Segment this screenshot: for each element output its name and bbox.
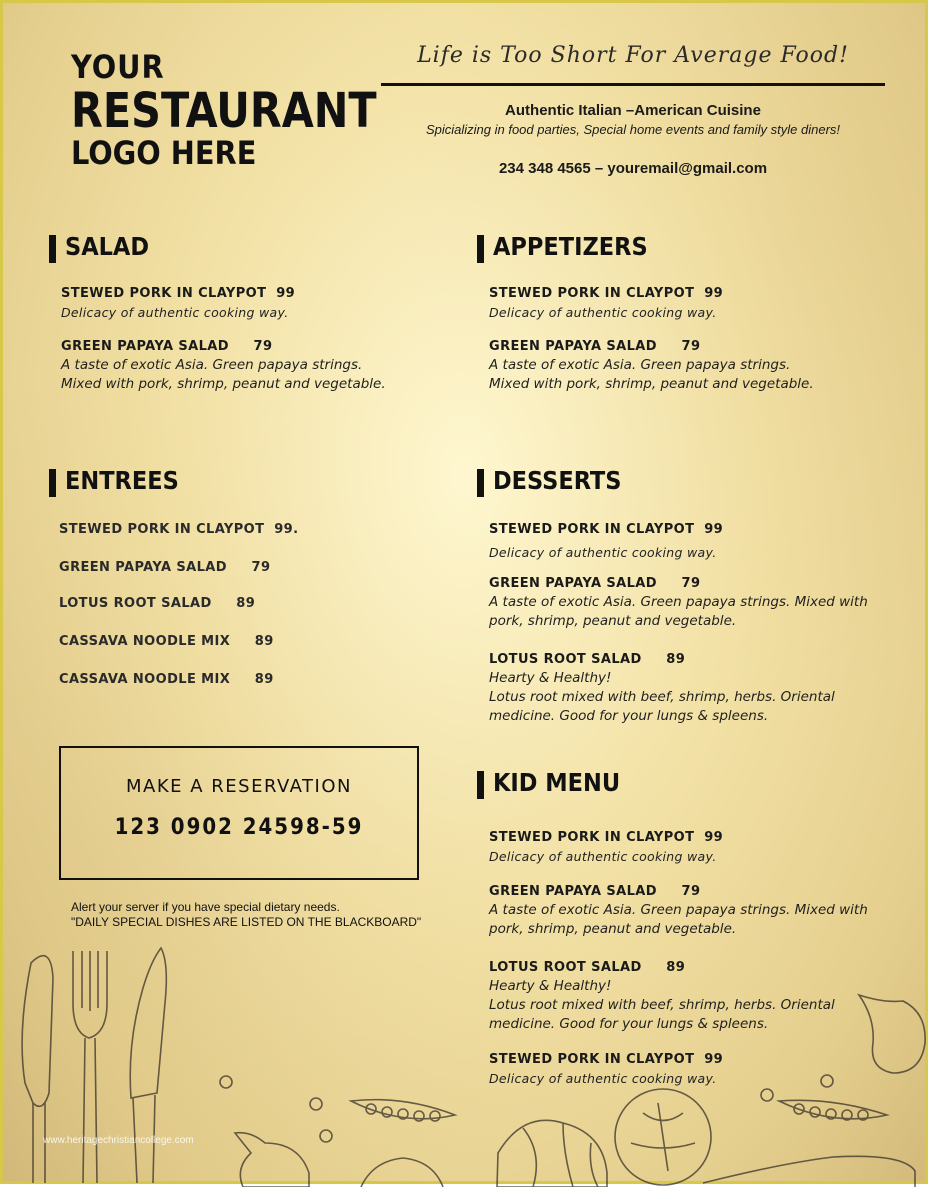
menu-item-name: LOTUS ROOT SALAD 89	[489, 652, 686, 667]
reservation-box	[59, 746, 419, 880]
menu-item-name: STEWED PORK IN CLAYPOT 99	[489, 286, 724, 301]
menu-item-name: GREEN PAPAYA SALAD 79	[489, 884, 701, 899]
menu-item-name: STEWED PORK IN CLAYPOT 99	[61, 286, 296, 301]
section-marker	[477, 469, 484, 497]
menu-item	[489, 1052, 879, 1088]
menu-item-name: GREEN PAPAYA SALAD 79	[489, 576, 701, 591]
menu-item-name: GREEN PAPAYA SALAD 79	[489, 339, 701, 354]
dietary-note	[71, 900, 421, 930]
menu-item-desc: Delicacy of authentic cooking way.	[489, 545, 717, 560]
dietary-note-line: Alert your server if you have special dietary needs.	[71, 900, 340, 914]
entree-item: GREEN PAPAYA SALAD 79	[59, 560, 271, 575]
reservation-title: MAKE A RESERVATION	[126, 776, 352, 797]
menu-item	[489, 522, 879, 562]
menu-item-name: GREEN PAPAYA SALAD 79	[61, 339, 273, 354]
menu-item-desc-extra: Lotus root mixed with beef, shrimp, herbs. Oriental medicine. Good for your lungs & spleens.	[489, 997, 835, 1032]
section-marker	[49, 235, 56, 263]
cuisine-heading: Authentic Italian –American Cuisine	[505, 102, 761, 119]
menu-item-desc: A taste of exotic Asia. Green papaya strings. Mixed with pork, shrimp, peanut and vegetable.	[61, 357, 386, 392]
menu-item-name: STEWED PORK IN CLAYPOT 99	[489, 522, 724, 537]
section-title: ENTREES	[65, 465, 179, 495]
logo-line-1: YOUR	[71, 48, 165, 86]
section-desserts-header	[477, 463, 621, 497]
logo-line-2: RESTAURANT	[71, 81, 377, 139]
menu-item-desc: Hearty & Healthy!	[489, 670, 612, 686]
section-title: APPETIZERS	[493, 231, 648, 261]
menu-item-desc-extra: Lotus root mixed with beef, shrimp, herbs. Oriental medicine. Good for your lungs & spleens.	[489, 689, 835, 724]
section-marker	[49, 469, 56, 497]
entree-item: CASSAVA NOODLE MIX 89	[59, 672, 274, 687]
watermark: www.heritagechristiancollege.com	[43, 1135, 194, 1146]
menu-item-desc: Hearty & Healthy!	[489, 978, 612, 994]
menu-item-desc: Delicacy of authentic cooking way.	[489, 849, 717, 864]
menu-item	[489, 286, 879, 322]
section-appetizers-header	[477, 229, 648, 263]
logo-line-3: LOGO HERE	[71, 134, 257, 172]
menu-item-name: LOTUS ROOT SALAD 89	[489, 960, 686, 975]
contact-info: 234 348 4565 – youremail@gmail.com	[498, 160, 768, 177]
entree-item: STEWED PORK IN CLAYPOT 99.	[59, 522, 299, 537]
menu-item-name: STEWED PORK IN CLAYPOT 99	[489, 1052, 724, 1067]
menu-item-desc: Delicacy of authentic cooking way.	[489, 305, 717, 320]
menu-item-name: STEWED PORK IN CLAYPOT 99	[489, 830, 724, 845]
menu-item	[489, 576, 879, 631]
tagline-divider	[381, 83, 885, 86]
blackboard-note-line: "DAILY SPECIAL DISHES ARE LISTED ON THE BLACKBOARD"	[71, 915, 422, 929]
section-marker	[477, 771, 484, 799]
menu-item	[61, 286, 451, 322]
tagline: Life is Too Short For Average Food!	[417, 43, 849, 68]
menu-item-desc: Delicacy of authentic cooking way.	[61, 305, 289, 320]
section-salad-header	[49, 229, 149, 263]
menu-item-desc: A taste of exotic Asia. Green papaya strings. Mixed with pork, shrimp, peanut and vegetable.	[489, 357, 814, 392]
section-title: KID MENU	[493, 767, 621, 797]
menu-item	[489, 652, 879, 726]
entree-item: CASSAVA NOODLE MIX 89	[59, 634, 274, 649]
menu-item	[61, 339, 401, 394]
entree-item: LOTUS ROOT SALAD 89	[59, 596, 256, 611]
menu-item	[489, 830, 879, 866]
section-marker	[477, 235, 484, 263]
section-title: DESSERTS	[493, 465, 622, 495]
reservation-phone[interactable]: 123 0902 24598-59	[114, 815, 364, 840]
restaurant-logo	[71, 48, 377, 172]
section-kid-menu-header	[477, 765, 620, 799]
menu-item-desc: A taste of exotic Asia. Green papaya strings. Mixed with pork, shrimp, peanut and vegetable.	[489, 594, 868, 629]
specialty-text: Spicializing in food parties, Special home events and family style diners!	[425, 122, 841, 137]
menu-item	[489, 339, 829, 394]
menu-item	[489, 884, 879, 939]
section-entrees-header	[49, 463, 179, 497]
menu-item	[489, 960, 879, 1034]
menu-item-desc: A taste of exotic Asia. Green papaya strings. Mixed with pork, shrimp, peanut and vegetable.	[489, 902, 868, 937]
menu-item-desc: Delicacy of authentic cooking way.	[489, 1071, 717, 1086]
section-title: SALAD	[65, 231, 150, 261]
